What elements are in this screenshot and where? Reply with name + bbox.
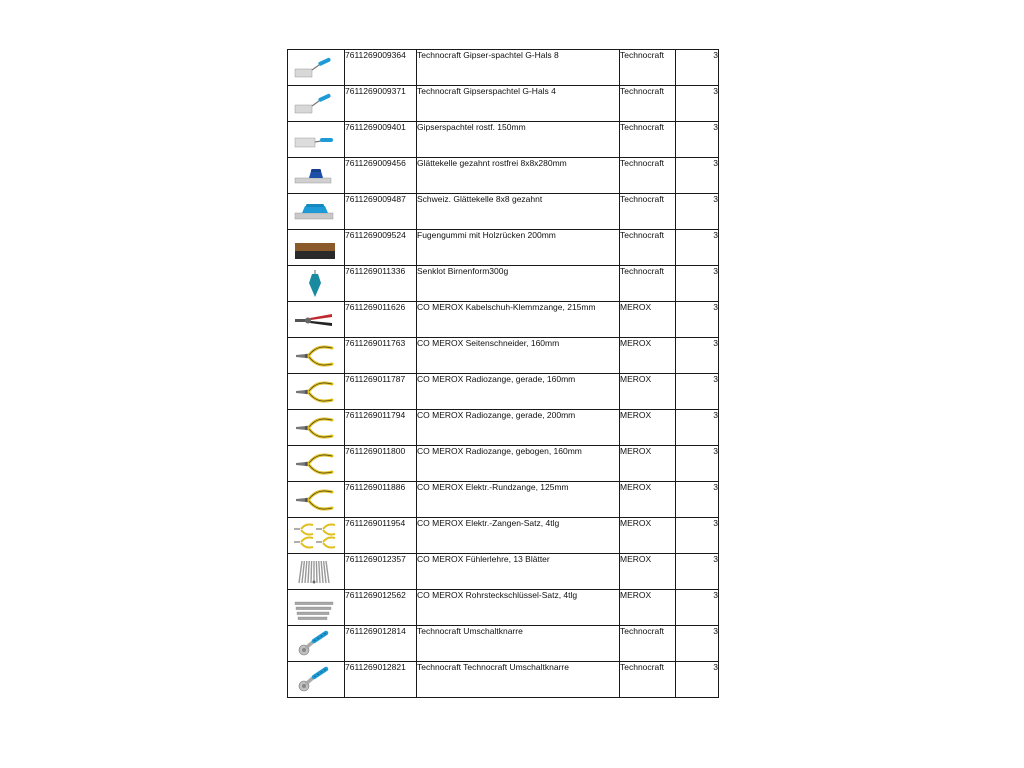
quantity-cell: 3 [676,482,719,518]
product-table [287,49,719,698]
product-image-cell [288,374,345,410]
product-image-cell [288,482,345,518]
pliers-icon [292,449,338,479]
table-row [288,410,719,446]
description-cell: CO MEROX Kabelschuh-Klemmzange, 215mm [417,302,620,338]
table-row [288,446,719,482]
quantity-cell: 3 [676,338,719,374]
smoothing-trowel-icon [292,197,338,227]
quantity-cell: 3 [676,50,719,86]
pliers-icon [292,413,338,443]
ean-cell: 7611269009456 [345,158,417,194]
grout-float-icon [292,233,338,263]
table-row [288,518,719,554]
description-cell: Gipserspachtel rostf. 150mm [417,122,620,158]
table-row [288,302,719,338]
brand-cell: Technocraft [620,86,676,122]
quantity-cell: 3 [676,158,719,194]
product-image-cell [288,194,345,230]
gypsum-spatula-icon [292,89,338,119]
quantity-cell: 3 [676,374,719,410]
description-cell: Technocraft Gipserspachtel G-Hals 4 [417,86,620,122]
description-cell: CO MEROX Elektr.-Zangen-Satz, 4tlg [417,518,620,554]
table-row [288,266,719,302]
brand-cell: Technocraft [620,266,676,302]
pliers-set-icon [292,521,338,551]
table-row [288,194,719,230]
quantity-cell: 3 [676,446,719,482]
ean-cell: 7611269011763 [345,338,417,374]
ean-cell: 7611269009371 [345,86,417,122]
product-image-cell [288,158,345,194]
quantity-cell: 3 [676,302,719,338]
ean-cell: 7611269009364 [345,50,417,86]
product-image-cell [288,446,345,482]
description-cell: Schweiz. Glättekelle 8x8 gezahnt [417,194,620,230]
product-image-cell [288,338,345,374]
ean-cell: 7611269011886 [345,482,417,518]
gypsum-spatula-icon [292,53,338,83]
ean-cell: 7611269011626 [345,302,417,338]
product-image-cell [288,50,345,86]
quantity-cell: 3 [676,266,719,302]
product-image-cell [288,626,345,662]
notched-trowel-icon [292,161,338,191]
table-row [288,374,719,410]
brand-cell: Technocraft [620,194,676,230]
ean-cell: 7611269011954 [345,518,417,554]
table-row [288,86,719,122]
brand-cell: MEROX [620,590,676,626]
brand-cell: Technocraft [620,662,676,698]
plumb-bob-icon [292,269,338,299]
table-row [288,122,719,158]
brand-cell: MEROX [620,482,676,518]
product-table-body [288,50,719,698]
description-cell: Technocraft Gipser-spachtel G-Hals 8 [417,50,620,86]
product-image-cell [288,554,345,590]
brand-cell: Technocraft [620,158,676,194]
product-image-cell [288,266,345,302]
product-image-cell [288,410,345,446]
product-image-cell [288,86,345,122]
ean-cell: 7611269012814 [345,626,417,662]
table-row [288,662,719,698]
table-row [288,554,719,590]
description-cell: CO MEROX Seitenschneider, 160mm [417,338,620,374]
quantity-cell: 3 [676,518,719,554]
product-image-cell [288,230,345,266]
description-cell: Technocraft Umschaltknarre [417,626,620,662]
ean-cell: 7611269009487 [345,194,417,230]
table-row [288,158,719,194]
description-cell: CO MEROX Elektr.-Rundzange, 125mm [417,482,620,518]
brand-cell: MEROX [620,302,676,338]
quantity-cell: 3 [676,410,719,446]
description-cell: CO MEROX Radiozange, gerade, 160mm [417,374,620,410]
product-image-cell [288,122,345,158]
brand-cell: Technocraft [620,122,676,158]
ean-cell: 7611269011336 [345,266,417,302]
tube-wrench-set-icon [292,593,338,623]
description-cell: CO MEROX Radiozange, gerade, 200mm [417,410,620,446]
quantity-cell: 3 [676,662,719,698]
description-cell: Technocraft Technocraft Umschaltknarre [417,662,620,698]
table-row [288,338,719,374]
quantity-cell: 3 [676,230,719,266]
product-image-cell [288,662,345,698]
pliers-icon [292,485,338,515]
crimping-pliers-icon [292,305,338,335]
description-cell: Fugengummi mit Holzrücken 200mm [417,230,620,266]
quantity-cell: 3 [676,194,719,230]
pliers-icon [292,377,338,407]
quantity-cell: 3 [676,590,719,626]
ratchet-icon [292,665,338,695]
brand-cell: MEROX [620,374,676,410]
brand-cell: Technocraft [620,626,676,662]
ean-cell: 7611269009401 [345,122,417,158]
side-cutter-icon [292,341,338,371]
product-image-cell [288,590,345,626]
brand-cell: MEROX [620,446,676,482]
product-image-cell [288,302,345,338]
description-cell: CO MEROX Fühlerlehre, 13 Blätter [417,554,620,590]
ean-cell: 7611269011800 [345,446,417,482]
ean-cell: 7611269012357 [345,554,417,590]
brand-cell: Technocraft [620,50,676,86]
description-cell: Senklot Birnenform300g [417,266,620,302]
quantity-cell: 3 [676,626,719,662]
table-row [288,230,719,266]
brand-cell: MEROX [620,554,676,590]
feeler-gauge-icon [292,557,338,587]
ean-cell: 7611269011794 [345,410,417,446]
quantity-cell: 3 [676,122,719,158]
table-row [288,590,719,626]
quantity-cell: 3 [676,554,719,590]
ean-cell: 7611269012821 [345,662,417,698]
brand-cell: MEROX [620,338,676,374]
table-row [288,50,719,86]
brand-cell: Technocraft [620,230,676,266]
quantity-cell: 3 [676,86,719,122]
description-cell: Glättekelle gezahnt rostfrei 8x8x280mm [417,158,620,194]
ean-cell: 7611269012562 [345,590,417,626]
ean-cell: 7611269009524 [345,230,417,266]
product-image-cell [288,518,345,554]
flat-spatula-icon [292,125,338,155]
description-cell: CO MEROX Radiozange, gebogen, 160mm [417,446,620,482]
ean-cell: 7611269011787 [345,374,417,410]
table-row [288,482,719,518]
brand-cell: MEROX [620,410,676,446]
ratchet-icon [292,629,338,659]
description-cell: CO MEROX Rohrsteckschlüssel-Satz, 4tlg [417,590,620,626]
table-row [288,626,719,662]
brand-cell: MEROX [620,518,676,554]
